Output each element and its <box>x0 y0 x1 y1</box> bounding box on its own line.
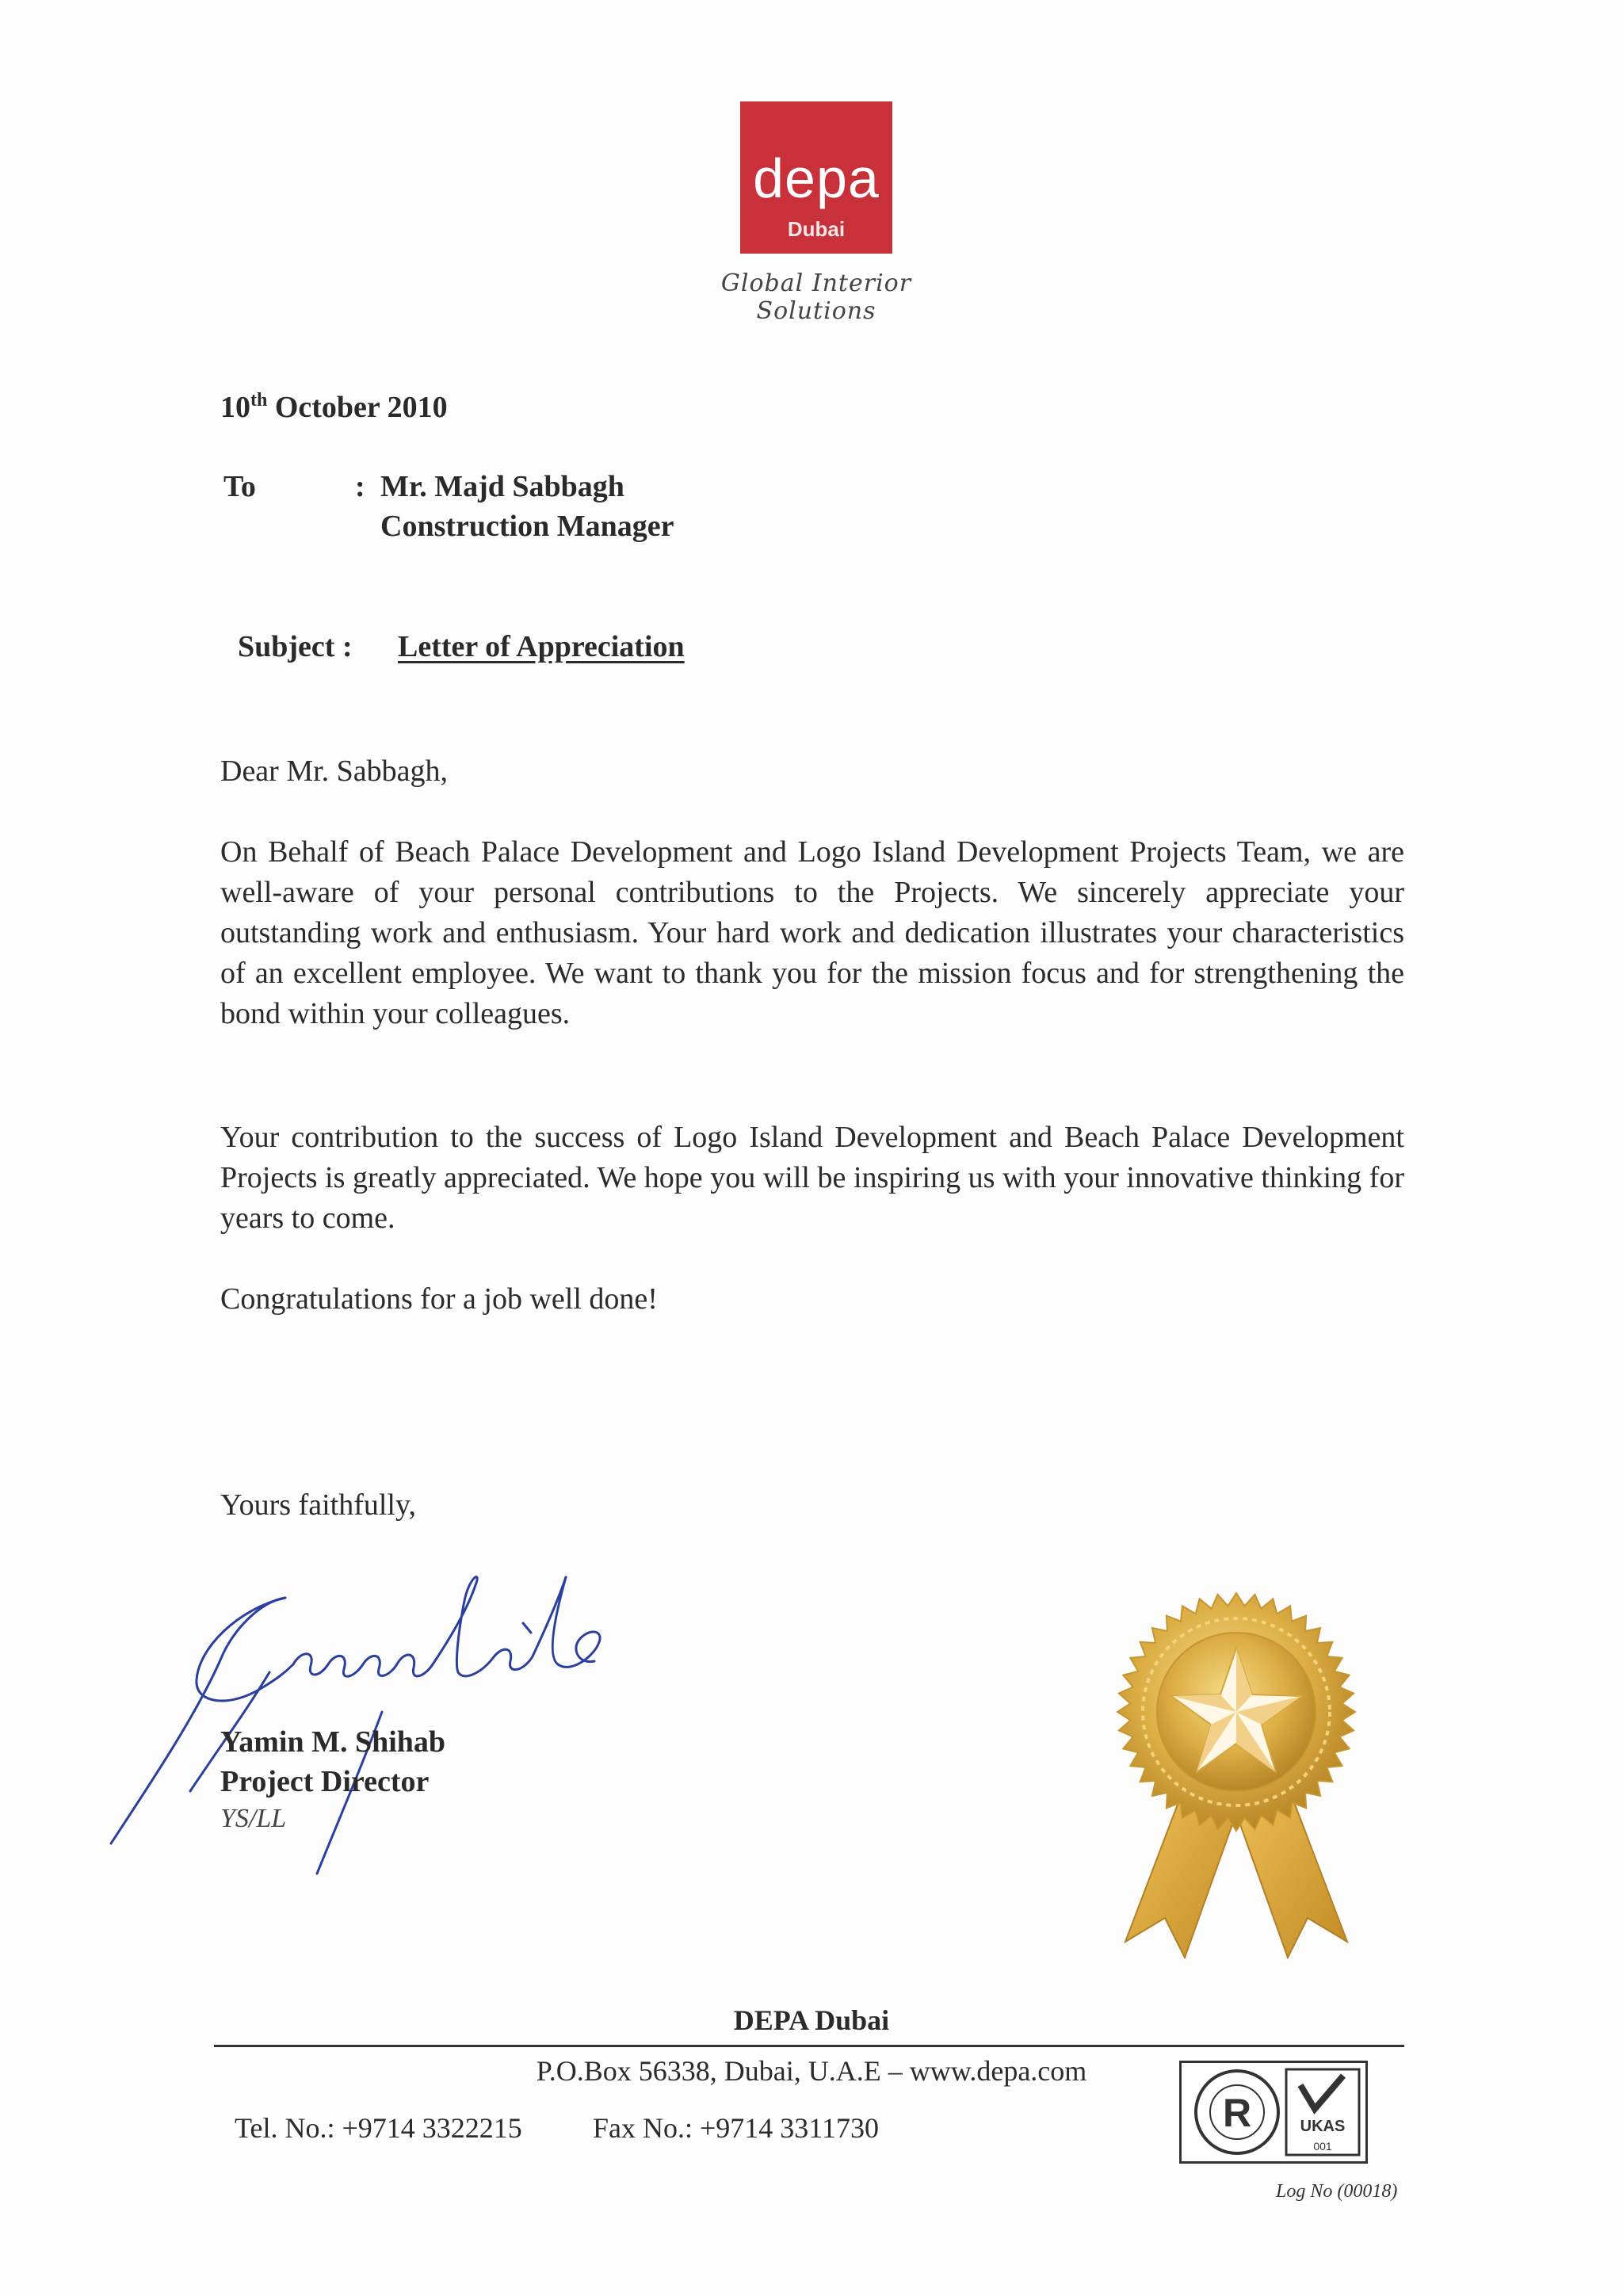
footer-divider <box>214 2045 1404 2047</box>
date-rest: October 2010 <box>267 391 448 424</box>
body-paragraph-1: On Behalf of Beach Palace Development and Logo Island Development Projects Team, we are well-aware of your personal contributions to the Projects. We sincerely appreciate your outstanding work and enthusiasm. Your hard work and dedication illustrates your characteristics of an excellent employee. We want to thank you for the mission focus and for strengthening the bond within your colleagues. <box>220 835 1404 1030</box>
gold-seal-icon <box>1086 1569 1387 1966</box>
date-suffix: th <box>250 390 268 411</box>
date-day: 10 <box>220 391 250 424</box>
cert-mark-letter: R <box>1222 2091 1252 2135</box>
subject-label: Subject : <box>238 630 353 663</box>
footer-company: DEPA Dubai <box>733 2004 890 2036</box>
logo-city: Dubai <box>787 217 846 241</box>
subject-value: Letter of Appreciation <box>398 630 685 663</box>
footer-fax: Fax No.: +9714 3311730 <box>593 2112 879 2144</box>
salutation: Dear Mr. Sabbagh, <box>220 755 449 788</box>
depa-logo <box>740 101 892 254</box>
logo-word: depa <box>753 147 880 209</box>
body-paragraph-2: Your contribution to the success of Logo Island Development and Beach Palace Development Projects is greatly appreciated. We hope you will be inspiring us with your innovative thinking for years to come. <box>220 1121 1404 1235</box>
tagline: Global Interior Solutions <box>720 269 912 325</box>
body-paragraph-3: Congratulations for a job well done! <box>220 1282 658 1316</box>
certification-seal-icon <box>1182 2063 1365 2161</box>
signer-reference: YS/LL <box>220 1804 287 1833</box>
closing: Yours faithfully, <box>220 1488 417 1522</box>
cert-code: 001 <box>1313 2140 1332 2153</box>
certification-mark <box>1179 2061 1368 2164</box>
to-colon: : <box>355 470 365 503</box>
footer-telephone: Tel. No.: +9714 3322215 <box>235 2112 522 2144</box>
signer-name: Yamin M. Shihab <box>220 1725 446 1759</box>
letter-date <box>220 390 448 425</box>
footer-address: P.O.Box 56338, Dubai, U.A.E – www.depa.com <box>536 2055 1087 2087</box>
to-label: To <box>223 470 256 503</box>
cert-label: UKAS <box>1300 2118 1346 2135</box>
recipient-name: Mr. Majd Sabbagh <box>380 470 624 503</box>
recipient-title: Construction Manager <box>380 510 674 543</box>
handwritten-signature <box>103 1553 626 1886</box>
log-number: Log No (00018) <box>1276 2181 1398 2202</box>
signer-title: Project Director <box>220 1765 430 1798</box>
